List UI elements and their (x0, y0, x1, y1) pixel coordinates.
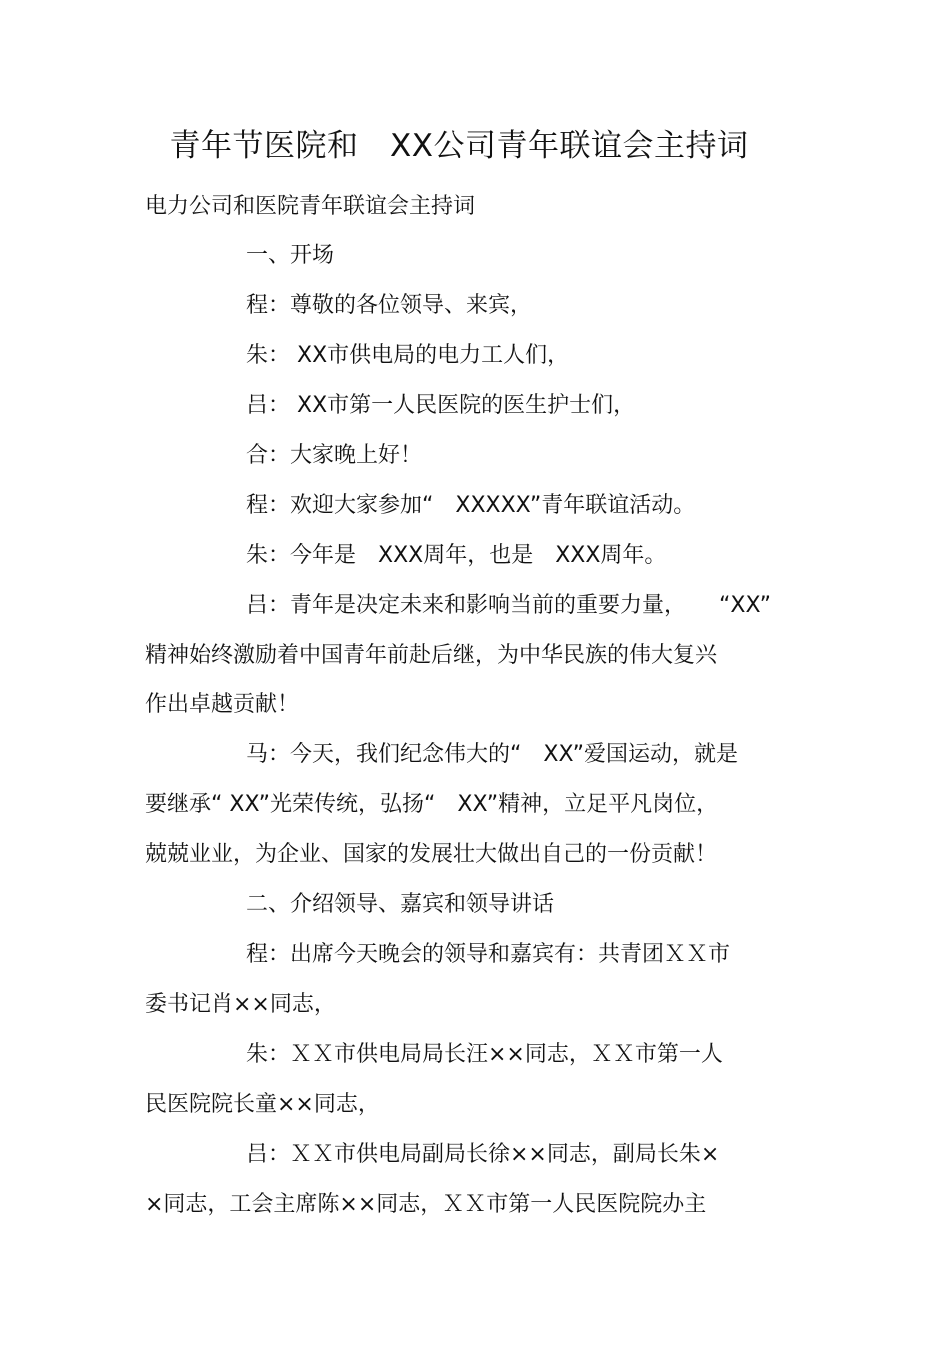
paragraph-line: 委书记肖××同志， (145, 992, 336, 1017)
paragraph-line: 合：大家晚上好！ (246, 443, 423, 468)
paragraph-line: 朱：今年是 XXX周年，也是 XXX周年。 (246, 543, 667, 568)
paragraph-line: 要继承“ XX”光荣传统，弘扬“ XX”精神，立足平凡岗位， (145, 792, 719, 817)
paragraph-line: 朱： XX市供电局的电力工人们， (246, 343, 570, 368)
paragraph-line: ×同志，工会主席陈××同志，ＸＸ市第一人民医院院办主 (145, 1192, 707, 1217)
section-heading-introductions: 二、介绍领导、嘉宾和领导讲话 (246, 892, 555, 917)
subtitle-line: 电力公司和医院青年联谊会主持词 (145, 194, 476, 219)
paragraph-line: 吕：ＸＸ市供电局副局长徐××同志，副局长朱× (246, 1142, 720, 1167)
paragraph-line: 吕： XX市第一人民医院的医生护士们， (246, 393, 636, 418)
paragraph-line: 兢兢业业，为企业、国家的发展壮大做出自己的一份贡献！ (145, 842, 718, 867)
paragraph-line: 马：今天，我们纪念伟大的“ XX”爱国运动，就是 (246, 742, 739, 767)
section-heading-opening: 一、开场 (246, 243, 335, 268)
paragraph-line: 程：欢迎大家参加“ XXXXX”青年联谊活动。 (246, 493, 696, 518)
paragraph-line: 吕：青年是决定未来和影响当前的重要力量， “XX” (246, 593, 772, 618)
paragraph-line: 民医院院长童××同志， (145, 1092, 380, 1117)
paragraph-line: 程：尊敬的各位领导、来宾， (246, 293, 533, 318)
paragraph-line: 作出卓越贡献！ (145, 692, 300, 717)
paragraph-line: 程：出席今天晚会的领导和嘉宾有：共青团ＸＸ市 (246, 942, 731, 967)
document-title: 青年节医院和 XX公司青年联谊会主持词 (169, 128, 749, 164)
paragraph-line: 精神始终激励着中国青年前赴后继，为中华民族的伟大复兴 (145, 643, 718, 668)
paragraph-line: 朱：ＸＸ市供电局局长汪××同志，ＸＸ市第一人 (246, 1042, 723, 1067)
